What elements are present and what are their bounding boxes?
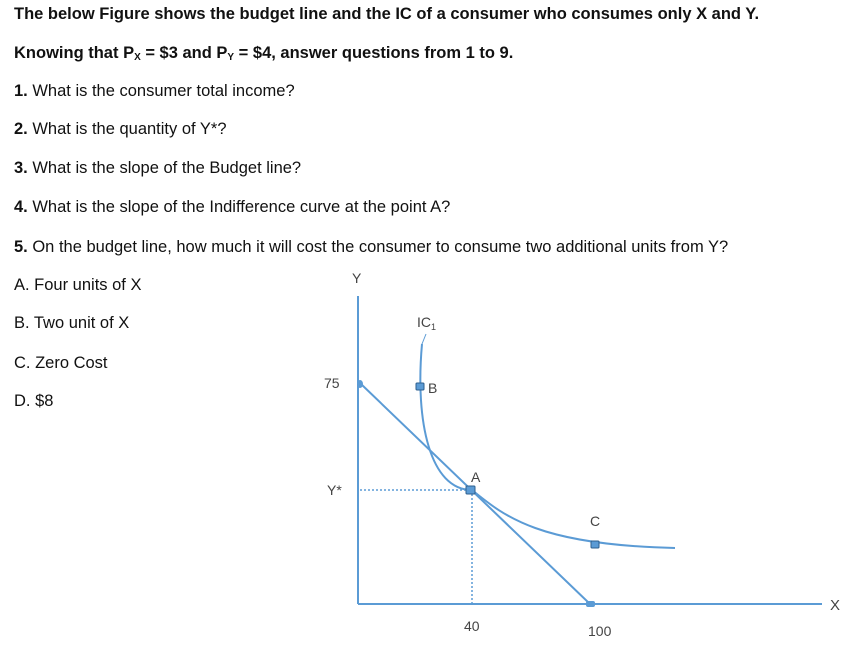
question-2 <box>14 120 227 139</box>
y-star-label: Y* <box>327 482 342 498</box>
x-a-label: 40 <box>464 618 480 634</box>
ic-label <box>417 314 436 332</box>
intro-prefix: Knowing that P <box>14 44 135 62</box>
y-intercept-marker <box>357 380 363 388</box>
point-a-label: A <box>471 469 481 485</box>
intro-line-1: The below Figure shows the budget line and the IC of a consumer who consumes only X and Y. <box>14 5 760 23</box>
ic-label-main: IC <box>417 314 431 330</box>
question-number: 5. <box>14 238 28 256</box>
y-intercept-label: 75 <box>324 375 340 391</box>
intro-suffix: = $4, answer questions from 1 to 9. <box>234 44 514 62</box>
option-b: B. Two unit of X <box>14 314 130 332</box>
point-b-marker <box>416 383 424 390</box>
question-text: On the budget line, how much it will cost the consumer to consume two additional units from Y? <box>27 238 729 256</box>
question-text: What is the quantity of Y*? <box>27 120 227 138</box>
indifference-curve <box>420 344 675 548</box>
point-b-label: B <box>428 380 438 396</box>
option-a: A. Four units of X <box>14 276 142 294</box>
question-text: What is the slope of the Budget line? <box>27 159 302 177</box>
intro-line-2 <box>14 44 513 63</box>
question-number: 2. <box>14 120 28 138</box>
option-d: D. $8 <box>14 392 54 410</box>
intro-mid: = $3 and P <box>140 44 228 62</box>
question-number: 4. <box>14 198 28 216</box>
question-4 <box>14 198 450 217</box>
px-subscript: X <box>134 52 141 63</box>
x-intercept-marker <box>586 601 595 607</box>
question-5 <box>14 238 728 257</box>
option-c: C. Zero Cost <box>14 354 108 372</box>
question-number: 1. <box>14 82 28 100</box>
point-c-label: C <box>590 513 601 529</box>
question-number: 3. <box>14 159 28 177</box>
question-text: What is the slope of the Indifference curve at the point A? <box>27 198 451 216</box>
ic-label-sub: 1 <box>431 322 437 332</box>
question-1 <box>14 82 295 101</box>
x-intercept-label: 100 <box>588 623 612 639</box>
point-a-marker <box>466 486 475 494</box>
y-axis-label: Y <box>352 270 362 286</box>
x-axis-label: X <box>830 597 841 614</box>
py-subscript: Y <box>227 52 235 63</box>
budget-line-figure <box>300 262 860 650</box>
ic-label-pointer <box>422 334 426 344</box>
question-text: What is the consumer total income? <box>27 82 295 100</box>
question-3 <box>14 159 301 178</box>
point-c-marker <box>591 541 599 548</box>
